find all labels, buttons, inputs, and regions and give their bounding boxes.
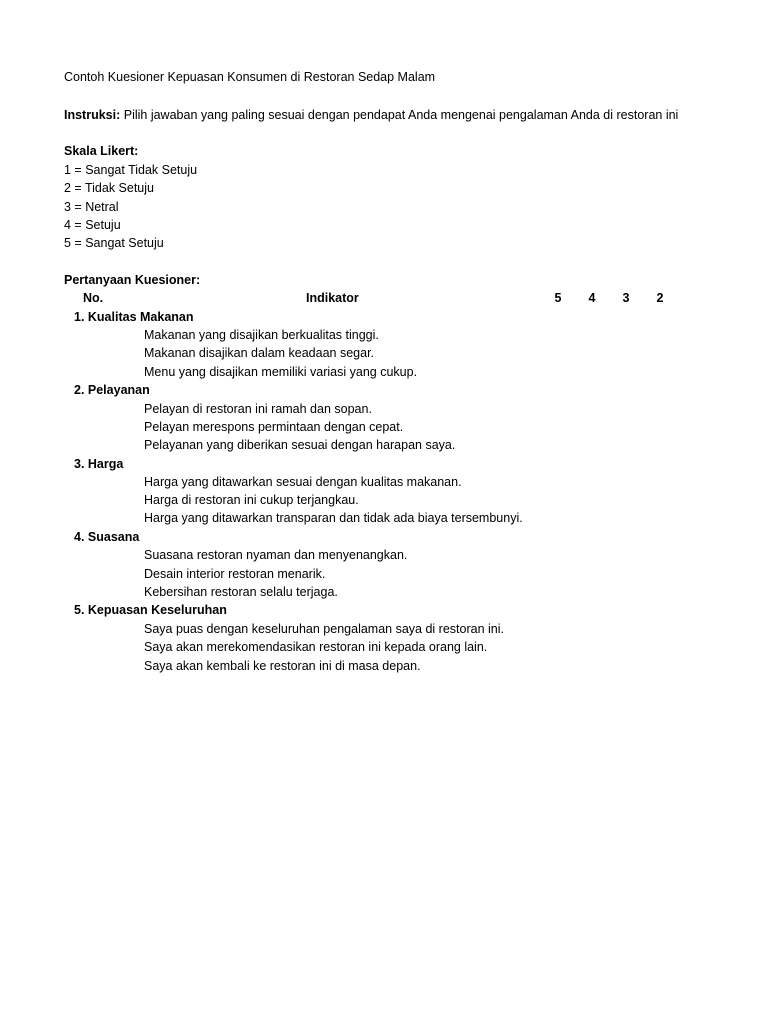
indicator-item: Saya akan kembali ke restoran ini di masa depan.	[144, 659, 421, 673]
indicator-item: Saya akan merekomendasikan restoran ini kepada orang lain.	[144, 640, 488, 654]
header-score-4: 4	[588, 291, 596, 305]
indicator-item: Menu yang disajikan memiliki variasi yang cukup.	[144, 365, 418, 379]
likert-item: 4 = Setuju	[64, 218, 121, 232]
indicator-item: Desain interior restoran menarik.	[144, 567, 326, 581]
indicator-item: Harga yang ditawarkan transparan dan tidak ada biaya tersembunyi.	[144, 511, 523, 525]
indicator-item: Pelayan di restoran ini ramah dan sopan.	[144, 402, 372, 416]
section-title-kualitas-makanan: 1. Kualitas Makanan	[74, 310, 194, 324]
likert-item: 2 = Tidak Setuju	[64, 181, 154, 195]
instructions	[64, 106, 678, 124]
section-title-suasana: 4. Suasana	[74, 530, 140, 544]
questionnaire-heading: Pertanyaan Kuesioner:	[64, 273, 201, 287]
table-header	[0, 289, 768, 307]
header-no: No.	[83, 291, 104, 305]
header-indicator: Indikator	[306, 291, 359, 305]
header-score-2: 2	[656, 291, 664, 305]
indicator-item: Pelayan merespons permintaan dengan cepat.	[144, 420, 404, 434]
indicator-item: Makanan yang disajikan berkualitas tinggi.	[144, 328, 379, 342]
section-title-pelayanan: 2. Pelayanan	[74, 383, 150, 397]
indicator-item: Harga yang ditawarkan sesuai dengan kualitas makanan.	[144, 475, 462, 489]
likert-item: 3 = Netral	[64, 200, 119, 214]
section-title-kepuasan-keseluruhan: 5. Kepuasan Keseluruhan	[74, 603, 227, 617]
indicator-item: Makanan disajikan dalam keadaan segar.	[144, 346, 375, 360]
indicator-item: Kebersihan restoran selalu terjaga.	[144, 585, 338, 599]
document-title: Contoh Kuesioner Kepuasan Konsumen di Restoran Sedap Malam	[64, 70, 436, 84]
likert-heading: Skala Likert:	[64, 144, 139, 158]
header-score-3: 3	[622, 291, 630, 305]
likert-item: 1 = Sangat Tidak Setuju	[64, 163, 198, 177]
indicator-item: Harga di restoran ini cukup terjangkau.	[144, 493, 359, 507]
instructions-label: Instruksi:	[64, 108, 121, 122]
indicator-item: Suasana restoran nyaman dan menyenangkan.	[144, 548, 408, 562]
indicator-item: Saya puas dengan keseluruhan pengalaman saya di restoran ini.	[144, 622, 504, 636]
section-title-harga: 3. Harga	[74, 457, 124, 471]
indicator-item: Pelayanan yang diberikan sesuai dengan harapan saya.	[144, 438, 456, 452]
likert-item: 5 = Sangat Setuju	[64, 236, 164, 250]
header-score-5: 5	[554, 291, 562, 305]
instructions-text: Pilih jawaban yang paling sesuai dengan pendapat Anda mengenai pengalaman Anda di restoran ini	[120, 108, 679, 122]
